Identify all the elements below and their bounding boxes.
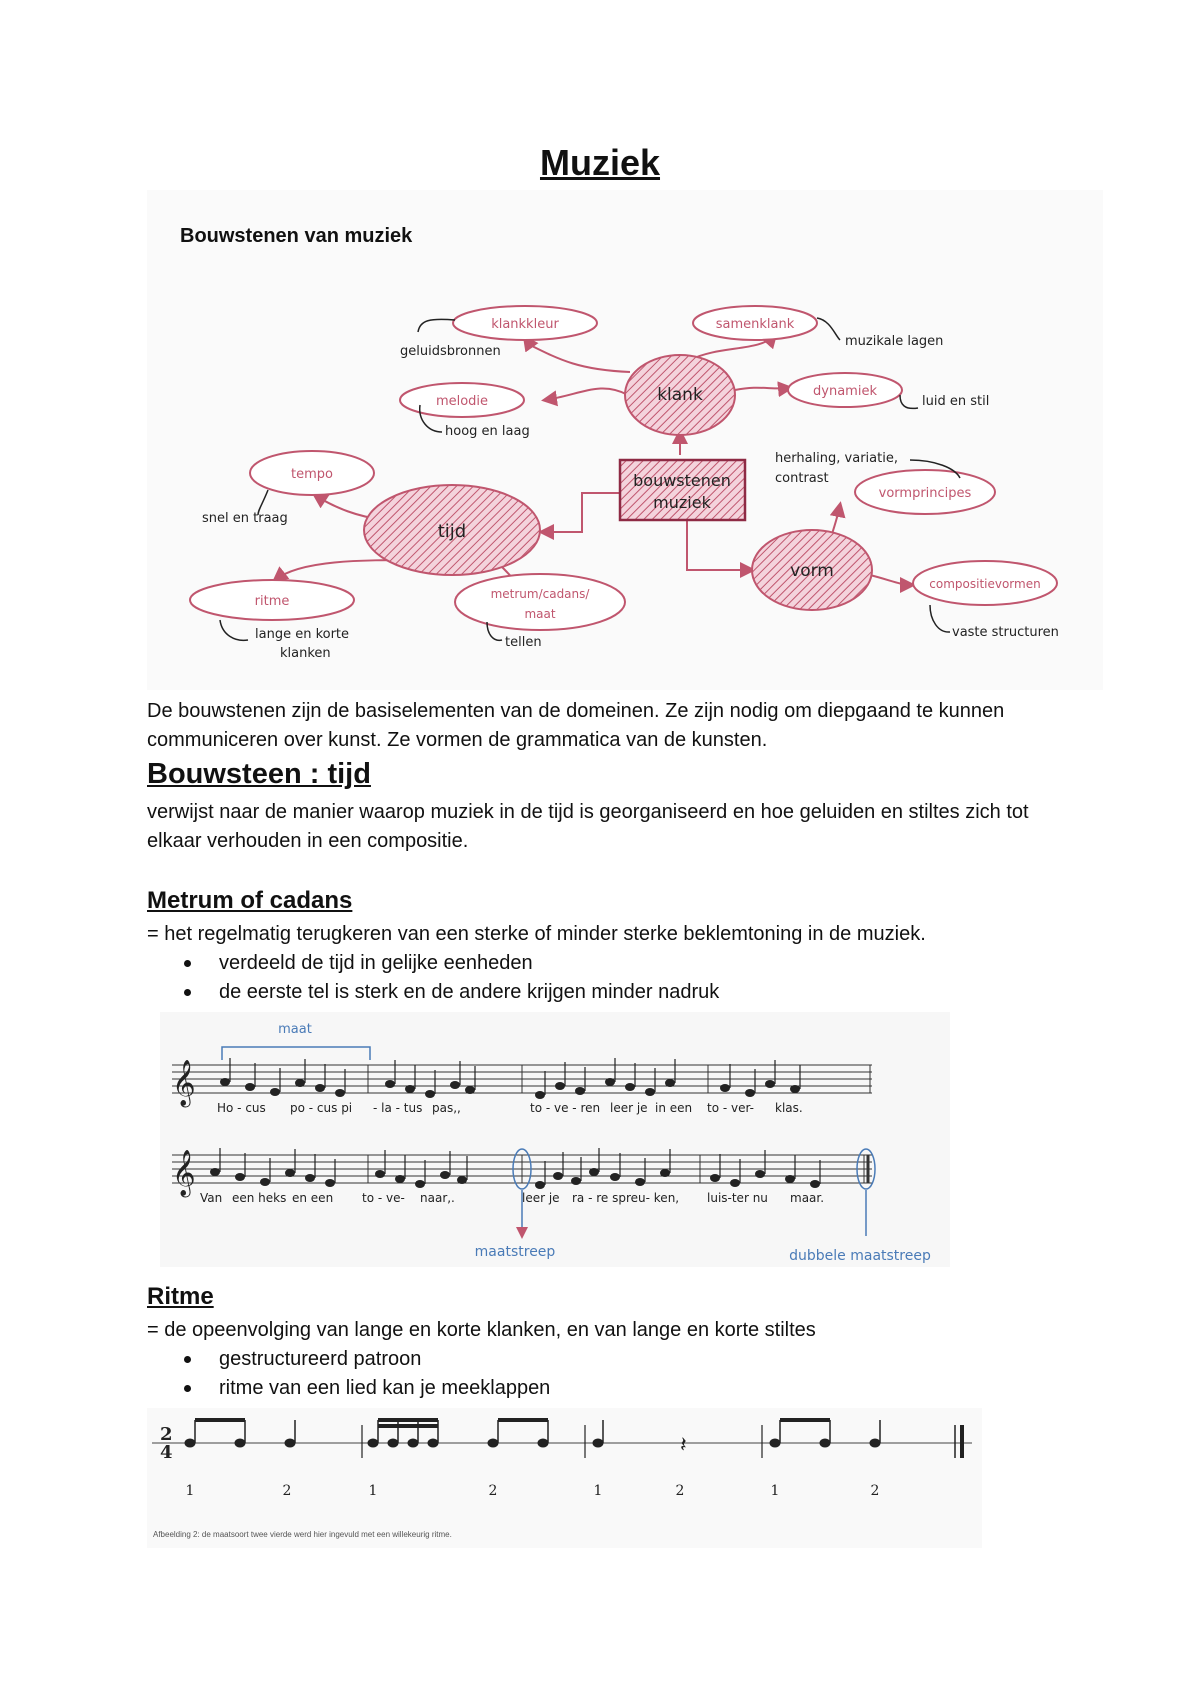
node-tijd-label: tijd <box>437 521 467 542</box>
lyric-syllable: een heks <box>232 1191 287 1205</box>
lyric-syllable: - la - tus <box>373 1101 423 1115</box>
note-lange-korte-1: lange en korte <box>255 627 350 642</box>
note-head <box>408 1439 418 1447</box>
melodie-label: melodie <box>435 394 489 409</box>
list-item: ritme van een lied kan je meeklappen <box>147 1374 550 1403</box>
note-head <box>870 1439 880 1447</box>
lyric-syllable: in een <box>655 1101 693 1115</box>
metrum-label-1: metrum/cadans/ <box>490 587 590 601</box>
node-vorm-label: vorm <box>790 561 834 581</box>
dynamiek-label: dynamiek <box>813 384 877 399</box>
lyric-syllable: maar. <box>790 1191 825 1205</box>
lyric-syllable: naar,. <box>420 1191 455 1205</box>
lyric-syllable: po - cus pi <box>290 1101 353 1115</box>
note-head <box>820 1439 830 1447</box>
note-head <box>428 1439 438 1447</box>
beat-count: 2 <box>870 1483 880 1499</box>
note-head <box>235 1439 245 1447</box>
note-vaste-structuren: vaste structuren <box>952 625 1059 640</box>
note-head <box>368 1439 378 1447</box>
ritme-label: ritme <box>254 594 290 609</box>
lyric-syllable: pas,, <box>432 1101 461 1115</box>
tijd-paragraph: verwijst naar de manier waarop muziek in de tijd is georganiseerd en hoe geluiden en stiltes zich tot elkaar verhouden in een compositie. <box>147 801 1029 852</box>
heading-tijd: Bouwsteen : tijd <box>147 758 371 790</box>
lyric-syllable: leer je <box>610 1101 648 1115</box>
lyric-syllable: luis-ter nu <box>707 1191 768 1205</box>
note-head <box>185 1439 195 1447</box>
page-title: Muziek <box>539 142 661 183</box>
time-signature-bottom: 4 <box>160 1442 173 1463</box>
beat-count: 1 <box>185 1483 195 1499</box>
lyric-syllable: to - ve - ren <box>530 1101 601 1115</box>
note-herhaling-2: contrast <box>775 471 829 486</box>
node-klank-label: klank <box>657 385 703 405</box>
center-label-1: bouwstenen <box>633 471 731 490</box>
dubbele-maatstreep-label: dubbele maatstreep <box>789 1248 931 1264</box>
list-item: de eerste tel is sterk en de andere krijgen minder nadruk <box>147 978 719 1007</box>
note-head <box>388 1439 398 1447</box>
rest-icon: 𝄽 <box>680 1433 687 1458</box>
note-tellen: tellen <box>505 635 542 650</box>
note-lange-korte-2: klanken <box>280 646 331 661</box>
note-head <box>593 1439 603 1447</box>
note-head <box>285 1439 295 1447</box>
lyric-syllable: Ho - cus <box>217 1101 266 1115</box>
heading-metrum: Metrum of cadans <box>147 887 353 914</box>
note-head <box>488 1439 498 1447</box>
ritme-definition: = de opeenvolging van lange en korte klanken, en van lange en korte stiltes <box>147 1319 816 1341</box>
note-geluidsbronnen: geluidsbronnen <box>400 344 501 359</box>
lyric-syllable: to - ve- <box>362 1191 405 1205</box>
metrum-label-2: maat <box>524 607 556 621</box>
lyric-syllable: en een <box>292 1191 334 1205</box>
lyric-syllable: leer je <box>522 1191 560 1205</box>
metrum-definition: = het regelmatig terugkeren van een sterke of minder sterke beklemtoning in de muziek. <box>147 923 926 945</box>
note-snel-traag: snel en traag <box>202 511 288 526</box>
lyric-syllable: to - ver- <box>707 1101 754 1115</box>
lyric-syllable: ra - re spreu- ken, <box>572 1191 680 1205</box>
time-signature-top: 2 <box>160 1424 173 1445</box>
lyric-syllable: Van <box>200 1191 223 1205</box>
heading-ritme: Ritme <box>147 1283 214 1310</box>
center-label-2: muziek <box>653 493 711 512</box>
compositievormen-label: compositievormen <box>929 577 1041 591</box>
note-luid-stil: luid en stil <box>922 394 990 409</box>
list-item: verdeeld de tijd in gelijke eenheden <box>147 949 719 978</box>
rhythm-notes <box>185 1420 962 1458</box>
vormprincipes-label: vormprincipes <box>878 486 972 501</box>
note-head <box>770 1439 780 1447</box>
mindmap-heading: Bouwstenen van muziek <box>180 225 413 247</box>
tempo-label: tempo <box>291 467 333 482</box>
beat-count: 1 <box>593 1483 603 1499</box>
maat-label: maat <box>278 1022 312 1037</box>
beat-count: 2 <box>675 1483 685 1499</box>
lyric-syllable: klas. <box>775 1101 803 1115</box>
maatstreep-label: maatstreep <box>474 1244 556 1260</box>
beat-count: 2 <box>488 1483 498 1499</box>
intro-paragraph: De bouwstenen zijn de basiselementen van de domeinen. Ze zijn nodig om diepgaand te kunnen communiceren over kunst. Ze vormen de grammatica van de kunsten. <box>147 700 1005 751</box>
note-muzikale-lagen: muzikale lagen <box>845 334 944 349</box>
note-herhaling-1: herhaling, variatie, <box>775 451 898 466</box>
beat-count: 1 <box>770 1483 780 1499</box>
treble-clef-icon: 𝄞 <box>172 1150 196 1196</box>
figure-caption: Afbeelding 2: de maatsoort twee vierde werd hier ingevuld met een willekeurig ritme. <box>153 1530 452 1539</box>
note-hoog-laag: hoog en laag <box>445 424 530 439</box>
klankkleur-label: klankkleur <box>491 317 559 332</box>
treble-clef-icon: 𝄞 <box>172 1060 196 1106</box>
beat-count: 1 <box>368 1483 378 1499</box>
list-item: gestructureerd patroon <box>147 1345 550 1374</box>
note-head <box>538 1439 548 1447</box>
beat-count: 2 <box>282 1483 292 1499</box>
samenklank-label: samenklank <box>715 317 795 332</box>
